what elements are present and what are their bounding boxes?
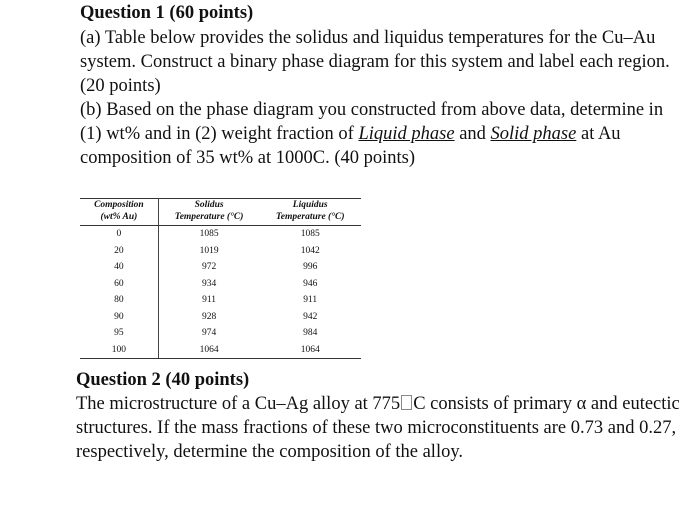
cell-liquidus: 946 <box>303 278 318 289</box>
cell-composition: 40 <box>80 259 158 276</box>
cell-composition: 100 <box>80 342 158 359</box>
table-row <box>80 309 361 326</box>
question-1-title: Question 1 (60 points) <box>80 3 254 23</box>
question-2-text-end: C consists of primary α and eutectic structures. If the mass fractions of these two microconstituents are 0.73 and 0.27, respectively, determine the composition of the alloy. <box>76 394 680 462</box>
question-2-title: Question 2 (40 points) <box>76 370 250 390</box>
cell-composition: 90 <box>80 309 158 326</box>
solid-phase-term: Solid phase <box>490 124 577 144</box>
table-row <box>80 243 361 260</box>
header-composition: Composition (wt% Au) <box>80 199 158 226</box>
cell-composition: 20 <box>80 243 158 260</box>
table-row <box>80 226 361 243</box>
cu-au-temperature-table <box>80 198 361 359</box>
header-liquidus: Liquidus Temperature (°C) <box>259 199 361 226</box>
cell-solidus: 1064 <box>158 342 259 359</box>
question-2 <box>76 369 686 464</box>
cell-liquidus: 984 <box>303 328 318 338</box>
table-row <box>80 325 361 342</box>
question-1-part-b <box>80 98 680 170</box>
cell-solidus: 928 <box>201 311 217 322</box>
part-b-end: at Au composition of 35 wt% at 1000C. (40 points) <box>80 124 621 168</box>
part-b-intro: (b) Based on the phase diagram you constructed from above data, determine in (1) wt% and in (2) weight fraction of <box>80 100 664 144</box>
cell-liquidus: 1064 <box>259 342 361 359</box>
cell-liquidus: 911 <box>303 295 318 305</box>
question-1 <box>80 1 680 170</box>
table-row <box>80 276 361 293</box>
liquid-phase-term: Liquid phase <box>358 124 455 144</box>
cell-solidus: 1085 <box>199 229 219 239</box>
question-2-text <box>76 392 686 464</box>
cell-solidus: 1019 <box>199 245 219 256</box>
table-body <box>80 226 361 359</box>
cell-liquidus: 1085 <box>300 229 320 239</box>
cell-composition: 95 <box>80 325 158 342</box>
cell-solidus: 934 <box>201 278 217 289</box>
table-row <box>80 342 361 359</box>
cell-liquidus: 996 <box>303 262 318 272</box>
cell-composition: 80 <box>80 292 158 309</box>
table-row <box>80 259 361 276</box>
cell-composition: 60 <box>80 276 158 293</box>
header-solidus: Solidus Temperature (°C) <box>158 199 259 226</box>
cell-liquidus: 1042 <box>300 245 320 256</box>
cell-solidus: 974 <box>201 328 217 338</box>
cell-solidus: 972 <box>201 262 217 272</box>
missing-glyph-icon <box>401 395 412 410</box>
and-text: and <box>454 124 491 144</box>
cell-liquidus: 942 <box>303 311 318 322</box>
table-header-row <box>80 199 361 226</box>
cell-solidus: 911 <box>202 295 217 305</box>
question-1-part-a: (a) Table below provides the solidus and liquidus temperatures for the Cu–Au system. Construct a binary phase diagram for this system and label each region. (20 points) <box>80 28 670 96</box>
cell-composition: 0 <box>80 226 158 243</box>
table-row <box>80 292 361 309</box>
question-2-text-start: The microstructure of a Cu–Ag alloy at 775 <box>76 394 401 414</box>
